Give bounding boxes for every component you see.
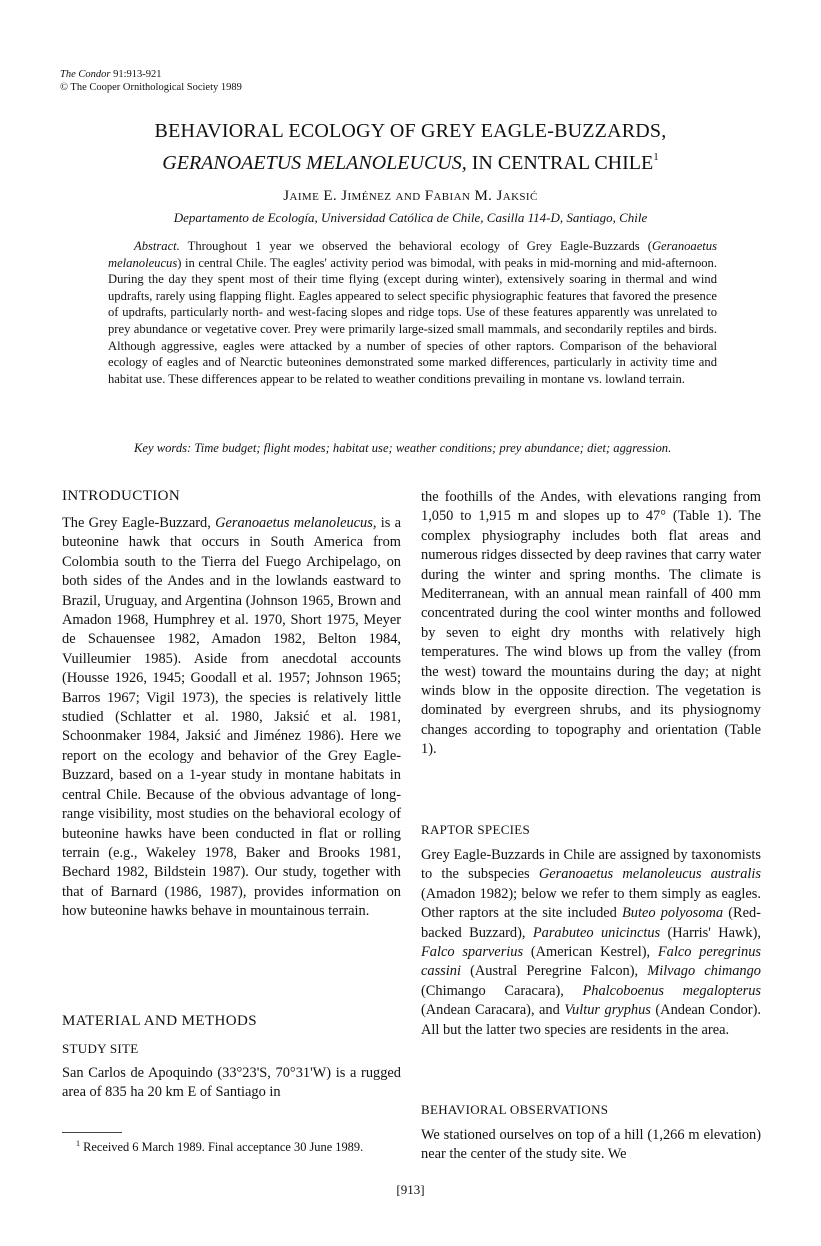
keywords-label: Key words: [134,441,192,455]
page-number: [913] [396,1182,425,1197]
heading-behavioral-observations: BEHAVIORAL OBSERVATIONS [421,1102,609,1117]
authors: Jaime E. Jiménez and Fabian M. Jaksić [283,188,538,204]
abstract-label: Abstract. [134,239,180,253]
title-species: GERANOAETUS MELANOLEUCUS, [162,152,467,174]
article-title [60,118,761,176]
heading-raptor-species: RAPTOR SPECIES [421,822,531,837]
raptor-species-3: Parabuteo unicinctus [532,924,661,941]
footnote-text: Received 6 March 1989. Final acceptance 30 June 1989. [80,1140,364,1155]
abstract [108,238,717,387]
raptor-species-7: Phalcoboenus megalopterus [582,982,761,999]
raptor-text-h: (Andean Caracara), and [421,1002,565,1019]
raptor-species-5: Falco peregrinus cassini [421,944,761,980]
raptor-text-g: (Chimango Caracara), [421,982,583,999]
keywords [108,440,717,457]
raptor-paragraph [421,846,761,1040]
footnote-mark: 1 [76,1139,80,1148]
heading-methods: MATERIAL AND METHODS [62,1013,257,1029]
heading-introduction: INTRODUCTION [62,488,181,504]
raptor-text-f: (Austral Peregrine Falcon), [460,963,648,980]
footnote [62,1136,401,1156]
behavioral-paragraph: We stationed ourselves on top of a hill (1,266 m elevation) near the center of the study site. We [421,1127,761,1163]
title-footnote-mark: 1 [653,151,659,163]
introduction-paragraph [62,514,401,922]
title-line-2 [60,144,761,176]
raptor-text-a: Grey Eagle-Buzzards in Chile are assigned by taxonomists to the subspecies [421,847,761,883]
raptor-text-e: (American Kestrel), [523,944,658,961]
journal-name: The Condor [60,69,111,80]
intro-text-b: is a buteonine hawk that occurs in South America from Colombia south to the Tierra del Fuego Archipelago, on both sides of the Andes and in the lowlands eastward to Brazil, Uruguay, and Argentina (Johnson 1965, Brown and Amadon 1968, Humphrey et al. 1970, Short 1975, Meyer de Schauensee 1982, Amadon 1982, Belton 1984, Vuilleumier 1985). Aside from anecdotal accounts (Housse 1926, 1945; Goodall et al. 1957; Johnson 1965; Barros 1967; Vigil 1973), the species is relatively little studied (Schlatter et al. 1980, Jaksić et al. 1981, Schoonmaker 1984, Jaksić and Jiménez 1986). Here we report on the ecology and behavior of the Grey Eagle-Buzzard, based on a 1-year study in montane habitats in central Chile. Because of the obvious advantage of long-range visibility, most studies on the behavioral ecology of buteonine hawks have been conducted in flat or rolling terrain (e.g., Wakeley 1978, Baker and Brooks 1981, Bechard 1982, Bildstein 1987). Our study, together with that of Barnard (1986, 1987), provides information on how buteonine hawks behave in mountainous terrain. [62,515,402,920]
title-rest: IN CENTRAL CHILE [466,152,654,174]
raptor-species-2: Buteo polyosoma [622,905,724,922]
abstract-species: Geranoaetus melanoleucus [108,239,717,270]
journal-volume: 91:913-921 [113,69,162,80]
study-site-continued: the foothills of the Andes, with elevations ranging from 1,050 to 1,915 m and slopes up to 47° (Table 1). The complex physiography includes both flat areas and numerous ridges dissected by deep ravines that carry water during the winter and spring months. The climate is Mediterranean, with an annual mean rainfall of 400 mm concentrated during the cool winter months and followed by seven to eight dry months with relatively high temperatures. The wind blows up from the valley (from the west) toward the mountains during the day; at night winds blow in the opposite direction. The vegetation is dominated by evergreen shrubs, and its physiognomy changes according to topography and orientation (Table 1). [421,489,761,758]
heading-study-site: STUDY SITE [62,1041,139,1056]
intro-species: Geranoaetus melanoleucus, [215,515,377,531]
footnote-rule [62,1132,122,1133]
copyright-line: © The Cooper Ornithological Society 1989 [60,82,242,93]
keywords-text: Time budget; flight modes; habitat use; weather conditions; prey abundance; diet; aggression. [191,441,672,455]
raptor-species-1: Geranoaetus melanoleucus australis [538,866,761,883]
study-site-paragraph: San Carlos de Apoquindo (33°23'S, 70°31'W) is a rugged area of 835 ha 20 km E of Santiago in [62,1065,401,1101]
journal-citation [60,68,242,81]
raptor-species-8: Vultur gryphus [564,1002,651,1019]
affiliation: Departamento de Ecología, Universidad Católica de Chile, Casilla 114-D, Santiago, Chile [173,210,648,225]
abstract-text-2: ) in central Chile. The eagles' activity period was bimodal, with peaks in mid-morning and mid-afternoon. During the day they spent most of their time flying (except during winter), extensively soaring in thermal and wind updrafts, rarely using flapping flight. Eagles appeared to select specific physiographic features that favored the presence of updrafts, particularly north- and west-facing slopes and ridge tops. Use of these features apparently was unrelated to prey abundance or vegetative cover. Prey were primarily large-sized small mammals, and secondarily reptiles and birds. Although aggressive, eagles were attacked by a number of species of other raptors. Comparison of the behavioral ecology of eagles and of Nearctic buteonines demonstrated some marked differences, particularly in activity time and habitat use. These differences appear to be related to weather conditions prevailing in montane vs. lowland terrain. [108,255,717,386]
raptor-species-6: Milvago chimango [647,963,762,980]
raptor-text-b: (Amadon 1982); below we refer to them simply as eagles. Other raptors at the site included [421,885,761,922]
intro-text-a: The Grey Eagle-Buzzard, [62,515,216,531]
raptor-species-4: Falco sparverius [421,944,524,961]
raptor-text-i: (Andean Condor). All but the latter two species are residents in the area. [421,1002,761,1038]
journal-header [60,68,242,94]
raptor-text-c: (Red-backed Buzzard), [421,905,761,941]
abstract-text-1: Throughout 1 year we observed the behavioral ecology of Grey Eagle-Buzzards ( [179,239,652,253]
title-line-1: BEHAVIORAL ECOLOGY OF GREY EAGLE-BUZZARDS, [154,120,667,142]
raptor-text-d: (Harris' Hawk), [660,924,761,941]
